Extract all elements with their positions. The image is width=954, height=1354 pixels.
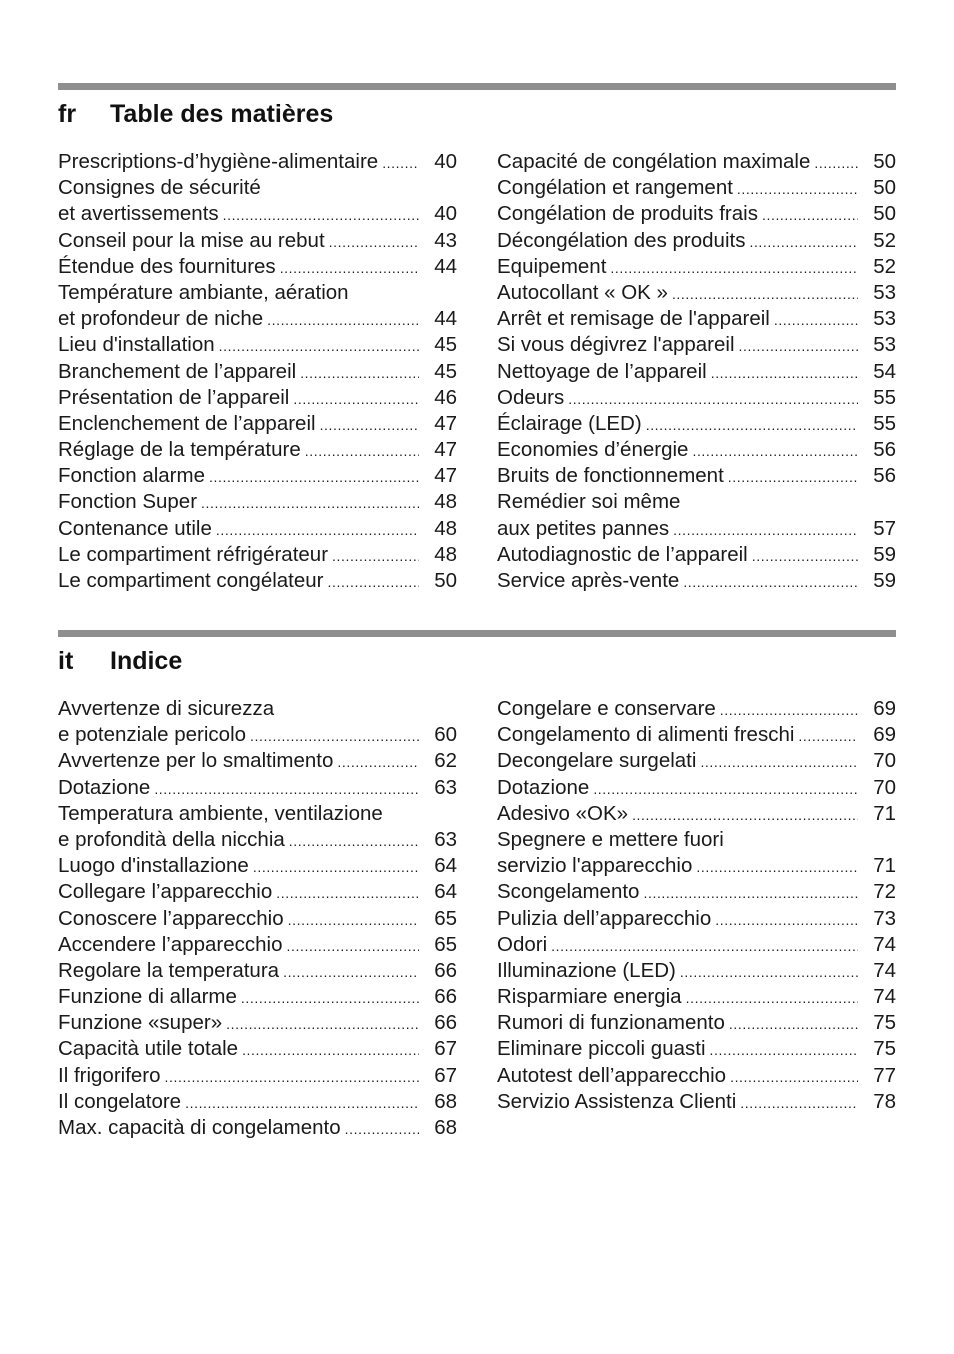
toc-entry-title: Lieu d'installation [58, 333, 215, 357]
toc-entry-page: 68 [434, 1116, 457, 1139]
toc-entry-title: Pulizia dell’apparecchio [497, 906, 712, 930]
toc-entry-page: 54 [873, 359, 896, 383]
dot-leader [328, 568, 419, 594]
toc-entry-page: 47 [434, 464, 457, 488]
toc-entry [497, 385, 896, 411]
toc-entry-title: Il frigorifero [58, 1063, 161, 1087]
toc-entry-page: 65 [434, 932, 457, 956]
toc-entry [497, 332, 896, 358]
toc-entry-page: 66 [434, 958, 457, 982]
dot-leader [730, 1063, 858, 1089]
toc-column-right [497, 149, 896, 594]
toc-entry-page: 63 [434, 775, 457, 799]
toc-entry-title: Avvertenze per lo smaltimento [58, 749, 334, 773]
toc-entry [497, 906, 896, 932]
toc-entry [58, 149, 457, 175]
toc-entry-title: Capacité de congélation maximale [497, 150, 811, 173]
toc-entry-page: 52 [873, 228, 896, 252]
dot-leader [551, 932, 858, 958]
toc-entry [58, 1089, 457, 1115]
toc-entry-page: 63 [434, 827, 457, 851]
toc-entry [497, 149, 896, 175]
toc-entry [497, 853, 896, 879]
toc-entry-title: Le compartiment congélateur [58, 569, 324, 592]
toc-entry-page: 77 [873, 1063, 896, 1087]
toc-entry [497, 932, 896, 958]
toc-entry-title: Capacità utile totale [58, 1037, 239, 1061]
toc-entry-page: 74 [873, 958, 896, 982]
toc-entry [497, 306, 896, 332]
toc-entry-title: Adesivo «OK» [497, 801, 629, 825]
toc-entry-title: Prescriptions-d’hygiène-alimentaire [58, 150, 379, 173]
toc-entry [58, 775, 457, 801]
toc-entry-page: 43 [434, 228, 457, 252]
dot-leader [345, 1115, 419, 1141]
toc-entry-page: 64 [434, 854, 457, 878]
dot-leader [643, 879, 858, 905]
toc-entry-page: 55 [873, 385, 896, 409]
toc-entry [58, 175, 457, 201]
toc-entry [497, 568, 896, 594]
toc-entry [497, 1010, 896, 1036]
toc-entry-title: Branchement de l’appareil [58, 359, 297, 383]
toc-entry-page: 78 [873, 1089, 896, 1113]
toc-entry-title: Illuminazione (LED) [497, 958, 676, 982]
toc-entry-title: Dotazione [497, 775, 590, 799]
toc-entry-title: Décongélation des produits [497, 228, 746, 252]
dot-leader [226, 1010, 419, 1036]
toc-entry [58, 853, 457, 879]
dot-leader [814, 149, 858, 175]
toc-entry [58, 516, 457, 542]
dot-leader [692, 437, 858, 463]
toc-entry-title: Temperatura ambiente, ventilazione [58, 801, 383, 825]
toc-entry-page: 71 [873, 854, 896, 878]
toc-entry-title: Température ambiante, aération [58, 280, 349, 304]
toc-entry-title: Conoscere l’apparecchio [58, 906, 284, 930]
toc-entry-title: Eliminare piccoli guasti [497, 1037, 706, 1061]
dot-leader [223, 201, 419, 227]
dot-leader [632, 801, 858, 827]
toc-entry-title: Contenance utile [58, 516, 212, 540]
dot-leader [728, 463, 858, 489]
section-divider [58, 630, 896, 637]
toc-entry-page: 60 [434, 723, 457, 747]
dot-leader [276, 879, 419, 905]
toc-entry-title: Funzione di allarme [58, 985, 237, 1009]
section-title: Table des matières [110, 100, 334, 128]
toc-entry-page: 50 [873, 150, 896, 173]
section-title: Indice [110, 647, 183, 675]
toc-entry [58, 332, 457, 358]
dot-leader [329, 228, 419, 254]
toc-entry [58, 1063, 457, 1089]
toc-entry-page: 72 [873, 880, 896, 904]
toc-entry-title: Congelare e conservare [497, 697, 716, 720]
toc-entry-page: 75 [873, 1037, 896, 1061]
toc-entry [58, 906, 457, 932]
toc-entry-title: Fonction alarme [58, 464, 205, 488]
toc-entry-title: Avvertenze di sicurezza [58, 697, 275, 720]
toc-entry-page: 48 [434, 490, 457, 514]
toc-entry [58, 1036, 457, 1062]
toc-entry-title: Si vous dégivrez l'appareil [497, 333, 735, 357]
dot-leader [798, 722, 858, 748]
toc-entry [58, 879, 457, 905]
toc-entry-page: 64 [434, 880, 457, 904]
toc-entry [58, 696, 457, 722]
toc-entry-title: Éclairage (LED) [497, 411, 642, 435]
dot-leader [320, 411, 419, 437]
dot-leader [219, 332, 419, 358]
dot-leader [242, 1036, 419, 1062]
toc-entry [497, 827, 896, 853]
dot-leader [715, 906, 858, 932]
toc-entry-page: 71 [873, 801, 896, 825]
toc-entry [58, 722, 457, 748]
dot-leader [209, 463, 419, 489]
toc-entry-title: Nettoyage de l’appareil [497, 359, 707, 383]
toc-entry-page: 68 [434, 1089, 457, 1113]
toc-entry [58, 801, 457, 827]
toc-entry-title: Decongelare surgelati [497, 749, 697, 773]
toc-entry-page: 74 [873, 985, 896, 1009]
dot-leader [332, 542, 419, 568]
dot-leader [646, 411, 858, 437]
dot-leader [293, 385, 419, 411]
toc-section-it [58, 630, 896, 1141]
dot-leader [201, 489, 419, 515]
toc-entry [497, 175, 896, 201]
toc-entry [497, 280, 896, 306]
toc-entry-title: Le compartiment réfrigérateur [58, 542, 329, 566]
toc-entry-page: 55 [873, 411, 896, 435]
toc-entry [497, 696, 896, 722]
toc-entry [58, 1010, 457, 1036]
toc-entry-title: aux petites pannes [497, 516, 670, 540]
toc-entry [58, 568, 457, 594]
toc-entry-title: servizio l'apparecchio [497, 854, 693, 878]
toc-entry-title: e profondità della nicchia [58, 827, 285, 851]
toc-entry [58, 463, 457, 489]
toc-entry-title: Congelamento di alimenti freschi [497, 723, 795, 747]
toc-entry-title: Luogo d'installazione [58, 854, 249, 878]
dot-leader [382, 149, 419, 175]
dot-leader [337, 748, 419, 774]
dot-leader [700, 748, 858, 774]
toc-entry-title: Conseil pour la mise au rebut [58, 228, 325, 252]
dot-leader [710, 1036, 858, 1062]
toc-entry-page: 45 [434, 359, 457, 383]
toc-entry-page: 56 [873, 464, 896, 488]
toc-entry [497, 463, 896, 489]
toc-entry-page: 73 [873, 906, 896, 930]
toc-entry [497, 1063, 896, 1089]
dot-leader [673, 516, 858, 542]
dot-leader [241, 984, 419, 1010]
toc-entry-page: 69 [873, 723, 896, 747]
toc-entry [497, 489, 896, 515]
toc-entry-page: 66 [434, 985, 457, 1009]
toc-entry [497, 879, 896, 905]
toc-entry-title: e potenziale pericolo [58, 723, 247, 747]
dot-leader [250, 722, 419, 748]
toc-entry [58, 958, 457, 984]
toc-entry [497, 722, 896, 748]
toc-entry [58, 984, 457, 1010]
toc-entry-page: 70 [873, 749, 896, 773]
toc-entry [497, 775, 896, 801]
toc-entry-title: Service après-vente [497, 569, 680, 592]
toc-entry-page: 57 [873, 516, 896, 540]
toc-entry [497, 516, 896, 542]
dot-leader [774, 306, 858, 332]
toc-entry-title: Étendue des fournitures [58, 254, 276, 278]
toc-entry-page: 46 [434, 385, 457, 409]
toc-entry [497, 801, 896, 827]
toc-entry-title: Présentation de l’appareil [58, 385, 290, 409]
dot-leader [740, 1089, 858, 1115]
toc-entry [497, 984, 896, 1010]
toc-entry-title: Collegare l’apparecchio [58, 880, 273, 904]
toc-entry-page: 67 [434, 1063, 457, 1087]
toc-entry [58, 359, 457, 385]
toc-entry-page: 48 [434, 516, 457, 540]
toc-entry-page: 74 [873, 932, 896, 956]
toc-entry-page: 75 [873, 1011, 896, 1035]
dot-leader [762, 201, 858, 227]
toc-entry-page: 48 [434, 542, 457, 566]
dot-leader [752, 542, 858, 568]
dot-leader [287, 932, 420, 958]
dot-leader [216, 516, 419, 542]
dot-leader [288, 906, 419, 932]
toc-entry-page: 45 [434, 333, 457, 357]
toc-entry [58, 827, 457, 853]
dot-leader [267, 306, 419, 332]
toc-entry [58, 254, 457, 280]
toc-entry [497, 254, 896, 280]
toc-entry [58, 411, 457, 437]
dot-leader [686, 984, 858, 1010]
toc-entry-page: 40 [434, 202, 457, 226]
section-heading [58, 100, 896, 138]
toc-entry-title: Equipement [497, 254, 607, 278]
toc-column-left [58, 149, 457, 594]
language-code: fr [58, 100, 77, 128]
toc-entry-title: Regolare la temperatura [58, 958, 280, 982]
toc-entry [497, 201, 896, 227]
toc-entry [58, 385, 457, 411]
toc-section-fr [58, 83, 896, 594]
dot-leader [280, 254, 419, 280]
toc-entry [58, 201, 457, 227]
dot-leader [283, 958, 419, 984]
toc-entry-title: Accendere l’apparecchio [58, 932, 283, 956]
dot-leader [185, 1089, 419, 1115]
dot-leader [165, 1063, 419, 1089]
toc-entry-title: Odori [497, 932, 548, 956]
toc-entry [58, 748, 457, 774]
toc-entry-title: Remédier soi même [497, 490, 681, 514]
toc-entry-page: 56 [873, 438, 896, 462]
toc-entry-title: Il congelatore [58, 1089, 182, 1113]
dot-leader [737, 175, 858, 201]
toc-entry-title: et avertissements [58, 202, 219, 226]
dot-leader [696, 853, 858, 879]
toc-entry [497, 228, 896, 254]
dot-leader [720, 696, 858, 722]
toc-entry-page: 44 [434, 254, 457, 278]
dot-leader [305, 437, 419, 463]
toc-entry-page: 59 [873, 542, 896, 566]
toc-column-right [497, 696, 896, 1141]
toc-entry-title: Spegnere e mettere fuori [497, 827, 724, 851]
toc-entry-title: Autodiagnostic de l’appareil [497, 542, 748, 566]
toc-entry-page: 65 [434, 906, 457, 930]
toc-entry [497, 1036, 896, 1062]
toc-entry-title: Max. capacità di congelamento [58, 1116, 341, 1139]
toc-entry-title: Autocollant « OK » [497, 280, 668, 304]
toc-entry-page: 50 [873, 202, 896, 226]
dot-leader [300, 359, 419, 385]
toc-entry [58, 489, 457, 515]
dot-leader [680, 958, 858, 984]
section-divider [58, 83, 896, 90]
dot-leader [568, 385, 858, 411]
toc-entry-page: 59 [873, 569, 896, 592]
toc-entry [58, 542, 457, 568]
toc-entry-page: 40 [434, 150, 457, 173]
toc-entry [58, 228, 457, 254]
toc-entry [497, 411, 896, 437]
dot-leader [739, 332, 858, 358]
toc-entry-page: 47 [434, 411, 457, 435]
section-heading [58, 647, 896, 685]
toc-entry [497, 1089, 896, 1115]
toc-entry-page: 69 [873, 697, 896, 720]
toc-entry-page: 70 [873, 775, 896, 799]
toc-entry-title: Autotest dell’apparecchio [497, 1063, 727, 1087]
toc-entry [58, 437, 457, 463]
toc-entry [497, 359, 896, 385]
toc-entry [58, 932, 457, 958]
toc-entry-title: Réglage de la température [58, 438, 301, 462]
dot-leader [610, 254, 858, 280]
toc-entry-page: 47 [434, 438, 457, 462]
toc-entry-title: Economies d’énergie [497, 438, 689, 462]
dot-leader [683, 568, 858, 594]
toc-entry-page: 67 [434, 1037, 457, 1061]
toc-entry-title: Bruits de fonctionnement [497, 464, 724, 488]
toc-entry-title: Fonction Super [58, 490, 198, 514]
toc-entry-title: Funzione «super» [58, 1011, 223, 1035]
toc-entry-title: Servizio Assistenza Clienti [497, 1089, 737, 1113]
dot-leader [711, 359, 858, 385]
dot-leader [729, 1010, 858, 1036]
toc-entry-title: et profondeur de niche [58, 307, 264, 331]
toc-entry-title: Enclenchement de l’appareil [58, 411, 316, 435]
toc-entry-title: Congélation et rangement [497, 176, 733, 200]
toc-entry-title: Risparmiare energia [497, 985, 682, 1009]
toc-entry [497, 958, 896, 984]
toc-entry-title: Odeurs [497, 385, 565, 409]
toc-entry [58, 280, 457, 306]
toc-entry [497, 437, 896, 463]
toc-entry-page: 53 [873, 307, 896, 331]
toc-entry-title: Dotazione [58, 775, 151, 799]
toc-entry-title: Arrêt et remisage de l'appareil [497, 307, 770, 331]
dot-leader [289, 827, 419, 853]
language-code: it [58, 647, 74, 675]
toc-entry [58, 1115, 457, 1141]
toc-entry-page: 53 [873, 333, 896, 357]
dot-leader [154, 775, 419, 801]
toc-entry-title: Scongelamento [497, 880, 640, 904]
toc-entry-page: 53 [873, 280, 896, 304]
toc-entry [58, 306, 457, 332]
dot-leader [672, 280, 858, 306]
toc-entry-title: Consignes de sécurité [58, 176, 261, 200]
toc-entry [497, 542, 896, 568]
toc-entry-title: Rumori di funzionamento [497, 1011, 725, 1035]
toc-entry-page: 66 [434, 1011, 457, 1035]
dot-leader [749, 228, 858, 254]
toc-entry-page: 50 [873, 176, 896, 200]
toc-entry-page: 50 [434, 569, 457, 592]
toc-entry-title: Congélation de produits frais [497, 202, 758, 226]
dot-leader [593, 775, 858, 801]
toc-entry-page: 62 [434, 749, 457, 773]
toc-entry [497, 748, 896, 774]
toc-entry-page: 52 [873, 254, 896, 278]
toc-column-left [58, 696, 457, 1141]
dot-leader [253, 853, 419, 879]
toc-entry-page: 44 [434, 307, 457, 331]
